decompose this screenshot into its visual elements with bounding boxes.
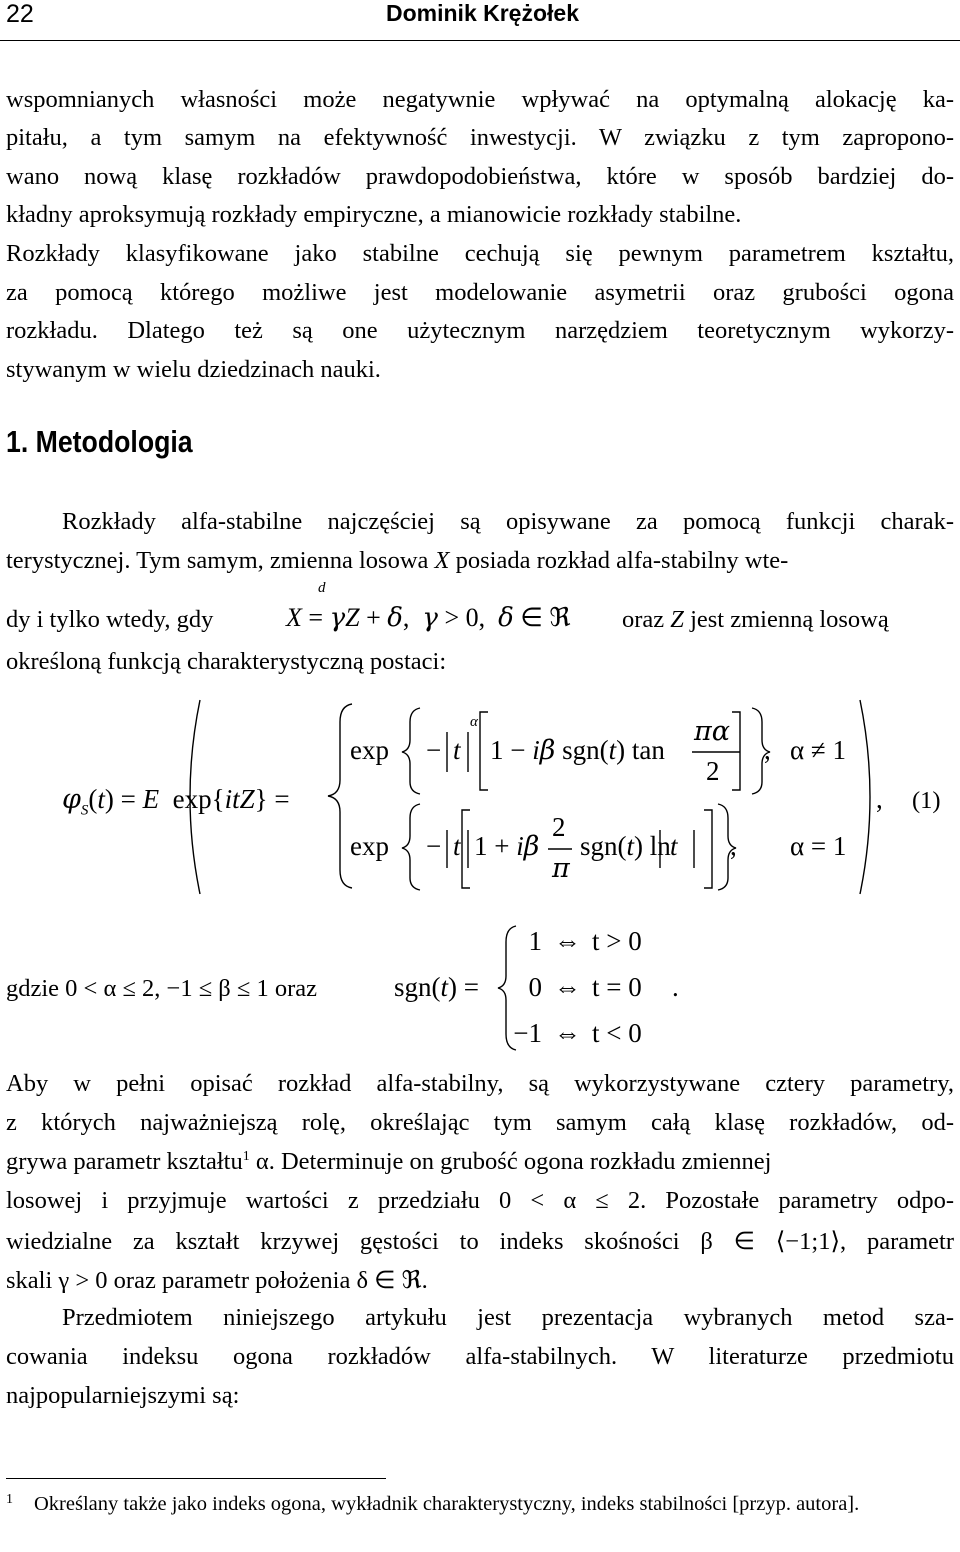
method-line-2-text-b: posiada rozkład alfa-stabilny wte- (449, 547, 789, 574)
method-line-3-a: dy i tylko wtedy, gdy (6, 606, 214, 633)
footnote-text: Określany także jako indeks ogona, wykładnik charakterystyczny, indeks stabilności [przyp. autora]. (34, 1493, 860, 1515)
closing-line-3: najpopularniejszymi są: (6, 1382, 240, 1409)
params-line-3-b: α. Determinuje on grubość ogona rozkładu zmiennej (249, 1148, 772, 1175)
var-z: Z (670, 606, 684, 633)
case1-exp: exp (350, 735, 389, 765)
params-line-4: losowej i przyjmuje wartości z przedziału 0 < α ≤ 2. Pozostałe parametry odpo- (6, 1187, 954, 1214)
sgn-case-3-value: −1 (513, 1018, 542, 1048)
intro-line-5: Rozkłady klasyfikowane jako stabilne cechują się pewnym parametrem kształtu, (6, 240, 954, 267)
params-line-6: skali γ > 0 oraz parametr położenia δ ∈ ℜ. (6, 1267, 428, 1294)
oraz-text: oraz (622, 606, 665, 633)
case1-numerator: πα (694, 716, 730, 747)
sgn-period: . (672, 972, 679, 1002)
sgn-prefix: gdzie 0 < α ≤ 2, −1 ≤ β ≤ 1 oraz (6, 975, 317, 1002)
iff-icon: ⇔ (554, 926, 581, 956)
case2-comma: , (730, 831, 737, 861)
intro-line-3: wano nową klasę rozkładów prawdopodobieństwa, które w sposób bardziej do- (6, 163, 954, 190)
intro-line-7: rozkładu. Dlatego też są one użytecznym narzędziem teoretycznym wykorzy- (6, 317, 954, 344)
running-head: Dominik Krężołek (386, 0, 579, 26)
case2-minus: − (426, 831, 442, 861)
case1-comma: , (764, 735, 771, 765)
params-line-1: Aby w pełni opisać rozkład alfa-stabilny, są wykorzystywane cztery parametry, (6, 1070, 954, 1097)
method-line-2 (6, 547, 954, 575)
header-rule (0, 40, 960, 41)
footnote (6, 1486, 954, 1519)
footnote-rule (6, 1478, 386, 1479)
phi-s-t: $\varphi_S(t) = E$ exp{itZ} = (62, 784, 290, 819)
sgn-case-2-value: 0 (528, 972, 542, 1002)
method-line-2-text-a: terystycznej. Tym samym, zmienna losowa (6, 547, 435, 574)
page-header (0, 0, 960, 36)
case2-condition: α = 1 (790, 831, 847, 861)
eq1-trailing-comma: , (876, 784, 883, 814)
case2-exp: exp (350, 831, 389, 861)
case2-denominator: π (552, 853, 570, 884)
var-x: X (434, 547, 450, 574)
closing-line-2: cowania indeksu ogona rozkładów alfa-stabilnych. W literaturze przedmiotu (6, 1343, 954, 1370)
footnote-ref: 1 (242, 1148, 250, 1164)
case1-denominator: 2 (706, 756, 720, 786)
page-number: 22 (6, 0, 34, 28)
formula-x-gamma-z-delta: X = γZ + δ, γ > 0, δ ∈ ℜ (286, 603, 571, 633)
section-title: 1. Metodologia (6, 424, 193, 459)
dist-equal-d: d (318, 580, 326, 596)
sgn-case-1-cond: t > 0 (592, 926, 642, 956)
intro-line-1: wspomnianych własności może negatywnie wpływać na optymalną alokację ka- (6, 86, 954, 113)
intro-line-6: za pomocą którego możliwe jest modelowanie asymetrii oraz grubości ogona (6, 279, 954, 306)
case2-numerator: 2 (552, 812, 566, 842)
sgn-of-t: sgn(t) = (394, 972, 479, 1002)
iff-icon: ⇔ (554, 1018, 581, 1048)
case2-body-b: sgn(t) ln (580, 831, 671, 861)
params-line-5: wiedzialne za kształt krzywej gęstości to indeks skośności β ∈ ⟨−1;1⟩, parametr (6, 1228, 954, 1255)
method-line-1: Rozkłady alfa-stabilne najczęściej są opisywane za pomocą funkcji charak- (62, 508, 954, 535)
sgn-case-1-value: 1 (528, 926, 542, 956)
equation-label: (1) (912, 787, 941, 814)
case1-body: 1 − iβ sgn(t) tan (490, 735, 665, 766)
case2-body-a: 1 + iβ (474, 831, 540, 862)
params-line-3-a: grywa parametr kształtu (6, 1148, 243, 1175)
sgn-case-3-cond: t < 0 (592, 1018, 642, 1048)
method-line-4: określoną funkcją charakterystyczną postaci: (6, 648, 447, 675)
case2-t2: t (670, 831, 678, 861)
case1-minus: − (426, 735, 442, 765)
params-line-3 (6, 1148, 954, 1176)
case1-t: t (453, 735, 461, 765)
footnote-marker: 1 (6, 1492, 13, 1507)
intro-line-8: stywanym w wielu dziedzinach nauki. (6, 356, 381, 383)
case1-alpha-exp: α (470, 714, 478, 730)
intro-line-2: pitału, a tym samym na efektywność inwestycji. W związku z tym zapropono- (6, 124, 954, 151)
method-line-3-b (622, 606, 889, 634)
params-line-2: z których najważniejszą rolę, określając tym samym całą klasę rozkładów, od- (6, 1109, 954, 1136)
method-line-3-c: jest zmienną losową (690, 606, 889, 633)
case2-t: t (453, 831, 461, 861)
iff-icon: ⇔ (554, 972, 581, 1002)
closing-line-1: Przedmiotem niniejszego artykułu jest prezentacja wybranych metod sza- (62, 1304, 954, 1331)
case1-condition: α ≠ 1 (790, 735, 846, 765)
intro-line-4: kładny aproksymują rozkłady empiryczne, a mianowicie rozkłady stabilne. (6, 201, 742, 228)
sgn-case-2-cond: t = 0 (592, 972, 642, 1002)
